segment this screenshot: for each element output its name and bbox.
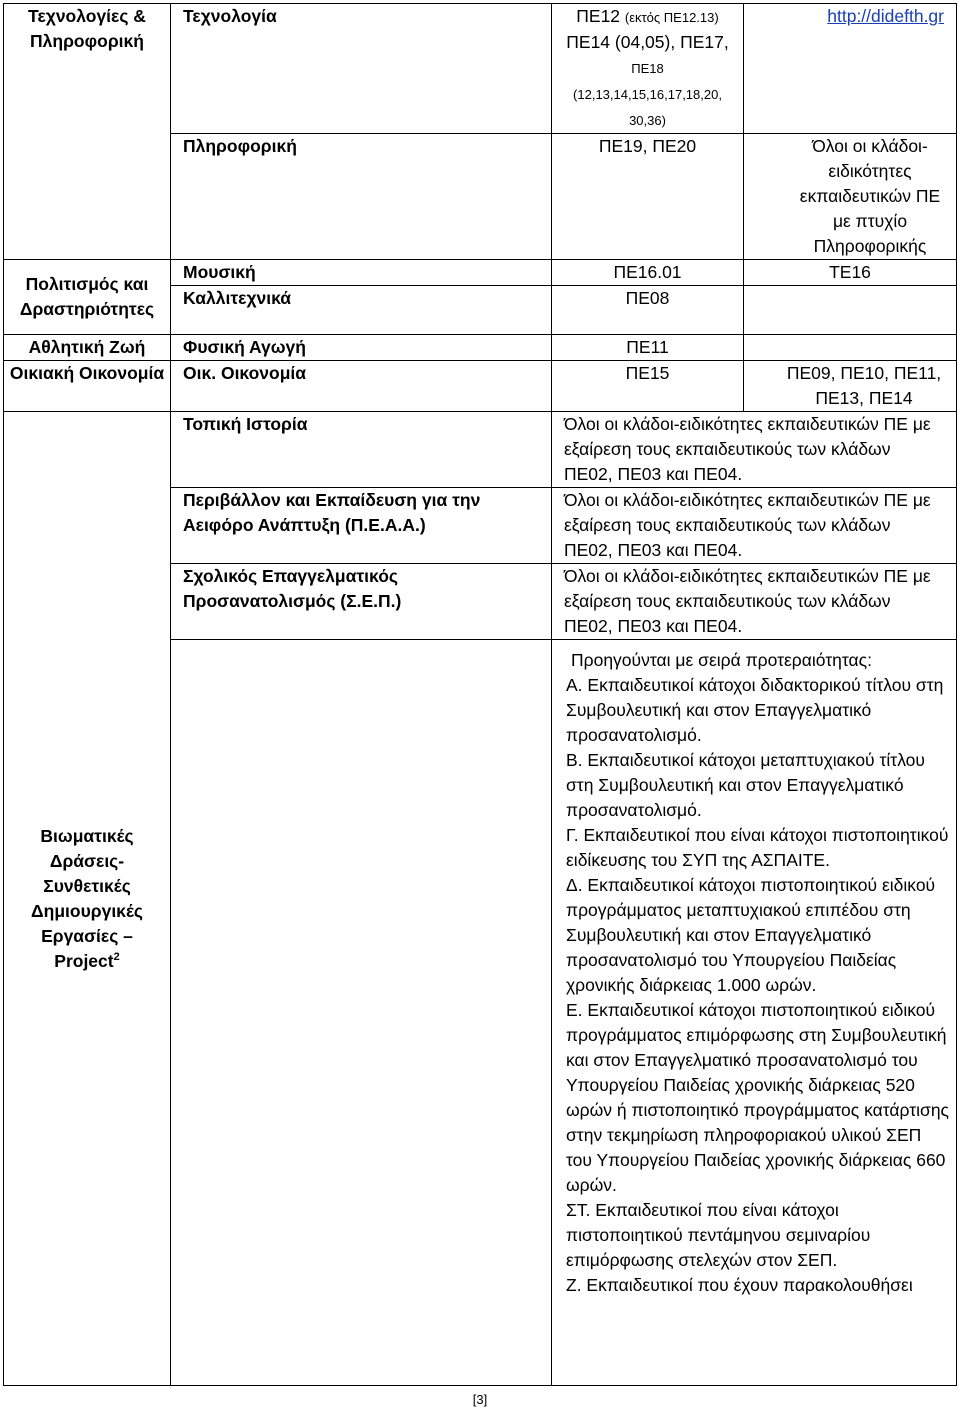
subject-informatics: Πληροφορική xyxy=(183,136,297,156)
table-row xyxy=(4,412,957,488)
teachers-career-guidance: Όλοι οι κλάδοι-ειδικότητες εκπαιδευτικών ΠΕ με εξαίρεση τους εκπαιδευτικούς των κλάδων ΠΕ02, ΠΕ03 και ΠΕ04. xyxy=(564,566,931,636)
priority-item-st: ΣΤ. Εκπαιδευτικοί που είναι κάτοχοι πιστοποιητικού πεντάμηνου σεμιναρίου επιμόρφωσης στελεχών στον ΣΕΠ. xyxy=(566,1200,871,1270)
priority-item-d: Δ. Εκπαιδευτικοί κάτοχοι πιστοποιητικού ειδικού προγράμματος μεταπτυχιακού επιπέδου στη Συμβουλευτική και στον Επαγγελματικό προσανατολισμό του Υπουργείου Παιδείας χρονικής διάρκειας 1.000 ωρών. xyxy=(566,875,936,995)
teachers-cell xyxy=(744,361,957,412)
teachers-cell xyxy=(744,4,957,134)
code-pe12-note: (εκτός ΠΕ12.13) xyxy=(624,10,719,25)
category-home-economics: Οικιακή Οικονομία xyxy=(9,363,165,383)
category-cell xyxy=(4,4,171,260)
priority-item-c: Γ. Εκπαιδευτικοί που είναι κάτοχοι πιστοποιητικού ειδίκευσης του ΣΥΠ της ΑΣΠΑΙΤΕ. xyxy=(566,825,949,870)
subject-career-guidance: Σχολικός Επαγγελματικός Προσανατολισμός (Σ.Ε.Π.) xyxy=(183,566,402,611)
subject-local-history: Τοπική Ιστορία xyxy=(183,414,308,434)
category-project: Βιωματικές Δράσεις- Συνθετικές Δημιουργικές Εργασίες – Project xyxy=(31,825,143,971)
priority-cell xyxy=(552,640,957,1386)
code-pe08: ΠΕ08 xyxy=(625,288,670,308)
teachers-local-history: Όλοι οι κλάδοι-ειδικότητες εκπαιδευτικών ΠΕ με εξαίρεση τους εκπαιδευτικούς των κλάδων ΠΕ02, ΠΕ03 και ΠΕ04. xyxy=(564,414,931,484)
subject-environment: Περιβάλλον και Εκπαίδευση για την Αειφόρο Ανάπτυξη (Π.Ε.Α.Α.) xyxy=(183,490,481,535)
code-cell xyxy=(552,260,744,286)
code-cell xyxy=(552,361,744,412)
teachers-informatics: Όλοι οι κλάδοι-ειδικότητες εκπαιδευτικών ΠΕ με πτυχίο Πληροφορικής xyxy=(799,136,941,256)
teachers-cell xyxy=(552,488,957,564)
subject-technology: Τεχνολογία xyxy=(183,6,277,26)
teachers-cell xyxy=(744,260,957,286)
category-technology-informatics: Τεχνολογίες & Πληροφορική xyxy=(28,6,146,51)
teachers-home-economics: ΠΕ09, ΠΕ10, ΠΕ11, ΠΕ13, ΠΕ14 xyxy=(786,363,942,408)
category-sport: Αθλητική Ζωή xyxy=(28,337,146,357)
code-pe14-pe17: ΠΕ14 (04,05), ΠΕ17, xyxy=(566,32,729,52)
code-pe19-pe20: ΠΕ19, ΠΕ20 xyxy=(598,136,697,156)
code-pe12: ΠΕ12 xyxy=(576,6,621,26)
priority-item-z: Ζ. Εκπαιδευτικοί που έχουν παρακολουθήσει xyxy=(566,1275,913,1295)
subjects-table xyxy=(3,3,957,1386)
subject-physical-education: Φυσική Αγωγή xyxy=(183,337,306,357)
subject-home-economics: Οικ. Οικονομία xyxy=(183,363,307,383)
teachers-cell xyxy=(552,564,957,640)
subject-cell xyxy=(171,286,552,335)
subject-cell xyxy=(171,335,552,361)
subject-cell xyxy=(171,361,552,412)
subject-cell xyxy=(171,4,552,134)
subject-cell xyxy=(171,640,552,1386)
teachers-cell xyxy=(744,286,957,335)
subject-music: Μουσική xyxy=(183,262,256,282)
priority-item-e: Ε. Εκπαιδευτικοί κάτοχοι πιστοποιητικού ειδικού προγράμματος επιμόρφωσης στη Συμβουλευτική και στον Επαγγελματικό προσανατολισμό του Υπουργείου Παιδείας χρονικής διάρκειας 520 ωρών ή πιστοποιητικό προγράμματος κατάρτισης στην τεκμηρίωση πληροφοριακού υλικού ΣΕΠ του Υπουργείου Παιδείας χρονικής διάρκειας 660 ωρών. xyxy=(566,1000,949,1195)
category-cell xyxy=(4,260,171,335)
category-culture: Πολιτισμός και Δραστηριότητες xyxy=(19,274,155,319)
teachers-environment: Όλοι οι κλάδοι-ειδικότητες εκπαιδευτικών ΠΕ με εξαίρεση τους εκπαιδευτικούς των κλάδων ΠΕ02, ΠΕ03 και ΠΕ04. xyxy=(564,490,931,560)
table-row xyxy=(4,335,957,361)
table-row xyxy=(4,260,957,286)
code-pe18-specialties: (12,13,14,15,16,17,18,20, 30,36) xyxy=(573,87,722,128)
category-cell xyxy=(4,361,171,412)
code-cell xyxy=(552,335,744,361)
page-number: [3] xyxy=(472,1392,488,1407)
teachers-cell xyxy=(744,335,957,361)
subject-cell xyxy=(171,412,552,488)
code-pe15: ΠΕ15 xyxy=(625,363,670,383)
teachers-cell xyxy=(744,134,957,260)
subject-cell xyxy=(171,564,552,640)
subject-arts: Καλλιτεχνικά xyxy=(183,288,292,308)
subject-cell xyxy=(171,134,552,260)
subject-cell xyxy=(171,260,552,286)
didefth-link[interactable]: http://didefth.gr xyxy=(827,6,944,26)
priority-item-a: Α. Εκπαιδευτικοί κάτοχοι διδακτορικού τίτλου στη Συμβουλευτική και στον Επαγγελματικό προσανατολισμό. xyxy=(566,675,944,745)
table-row xyxy=(4,4,957,134)
subject-cell xyxy=(171,488,552,564)
teachers-cell xyxy=(552,412,957,488)
footnote-mark: 2 xyxy=(113,950,120,963)
code-cell xyxy=(552,134,744,260)
code-pe18: ΠΕ18 xyxy=(631,61,664,76)
category-cell xyxy=(4,335,171,361)
category-cell xyxy=(4,412,171,1386)
table-row xyxy=(4,361,957,412)
teachers-music: ΤΕ16 xyxy=(829,262,871,282)
code-pe16: ΠΕ16.01 xyxy=(613,262,682,282)
priority-item-b: Β. Εκπαιδευτικοί κάτοχοι μεταπτυχιακού τίτλου στη Συμβουλευτική και στον Επαγγελματικό προσανατολισμό. xyxy=(566,750,925,820)
code-cell xyxy=(552,286,744,335)
priority-intro: Προηγούνται με σειρά προτεραιότητας: xyxy=(571,650,872,670)
code-cell xyxy=(552,4,744,134)
code-pe11: ΠΕ11 xyxy=(626,337,669,357)
